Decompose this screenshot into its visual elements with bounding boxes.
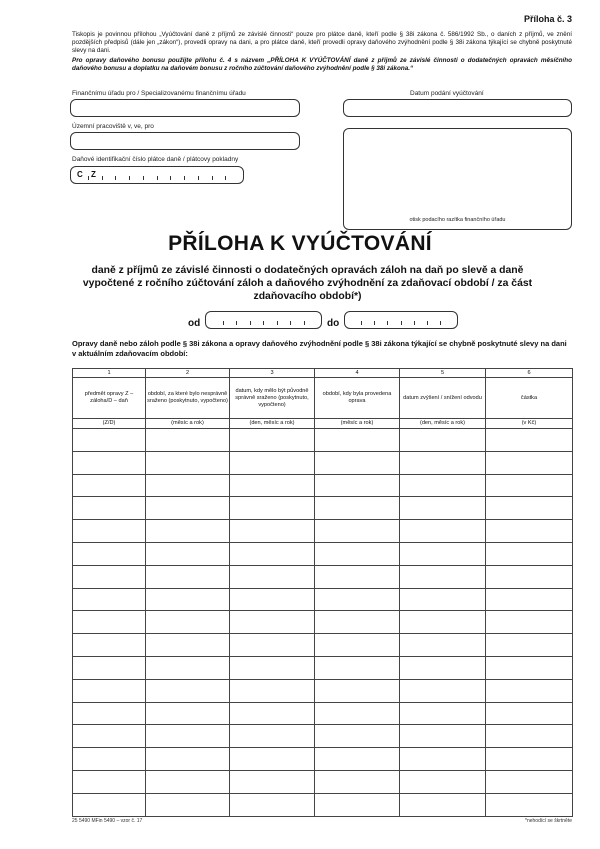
table-cell[interactable] [146,770,230,793]
table-cell[interactable] [73,748,146,771]
table-cell[interactable] [486,793,573,816]
table-row [73,748,573,771]
table-cell[interactable] [315,725,400,748]
table-cell[interactable] [315,474,400,497]
table-cell[interactable] [73,588,146,611]
table-cell[interactable] [73,793,146,816]
table-cell[interactable] [400,702,486,725]
table-row [73,793,573,816]
table-cell[interactable] [400,656,486,679]
table-cell[interactable] [400,588,486,611]
office-input[interactable] [70,99,300,117]
column-unit: (den, měsíc a rok) [400,419,486,429]
table-cell[interactable] [400,679,486,702]
table-row [73,634,573,657]
table-cell[interactable] [146,656,230,679]
table-cell[interactable] [315,702,400,725]
table-cell[interactable] [315,497,400,520]
section-heading: Opravy daně nebo záloh podle § 38i zákona a opravy daňového zvýhodnění podle § 38i zákona týkající se chybně poskytnuté slevy na dani v aktuálním zdaňovacím období: [72,339,567,358]
table-row [73,497,573,520]
form-code: 25 5490 MFin 5490 – vzor č. 17 [72,818,143,824]
table-cell[interactable] [315,542,400,565]
table-cell[interactable] [315,770,400,793]
table-cell[interactable] [230,656,315,679]
table-cell[interactable] [230,725,315,748]
table-cell[interactable] [400,520,486,543]
table-row [73,656,573,679]
table-cell[interactable] [315,748,400,771]
table-cell[interactable] [486,770,573,793]
submission-date-label: Datum podání vyúčtování [410,90,484,97]
table-cell[interactable] [146,748,230,771]
table-cell[interactable] [73,611,146,634]
table-cell[interactable] [486,429,573,452]
table-cell[interactable] [486,725,573,748]
table-cell[interactable] [146,429,230,452]
table-cell[interactable] [146,474,230,497]
table-cell[interactable] [146,611,230,634]
column-number: 5 [400,369,486,378]
bonus-note: Pro opravy daňového bonusu použijte přílohu č. 4 s názvem „PŘÍLOHA K VYÚČTOVÁNÍ daně z příjmů ze závislé činnosti o dodatečných opravách měsíčního daňového bonusu a doplatku na daňovém bonusu z ročního zúčtování daňového zvýhodnění podle § 38i zákona.“ [72,57,572,72]
table-cell[interactable] [230,588,315,611]
table-cell[interactable] [73,565,146,588]
table-cell[interactable] [73,474,146,497]
table-cell[interactable] [73,520,146,543]
table-cell[interactable] [400,611,486,634]
table-row [73,725,573,748]
table-row [73,702,573,725]
table-cell[interactable] [73,451,146,474]
table-cell[interactable] [146,679,230,702]
table-cell[interactable] [230,702,315,725]
table-cell[interactable] [73,634,146,657]
table-cell[interactable] [146,542,230,565]
stamp-caption: otisk podacího razítka finančního úřadu [409,217,506,223]
table-cell[interactable] [315,634,400,657]
table-cell[interactable] [73,429,146,452]
attachment-number: Příloha č. 3 [523,14,572,24]
table-cell[interactable] [73,497,146,520]
table-cell[interactable] [400,565,486,588]
column-unit: (den, měsíc a rok) [230,419,315,429]
table-cell[interactable] [486,656,573,679]
table-cell[interactable] [230,679,315,702]
table-cell[interactable] [146,725,230,748]
period-from-input[interactable] [205,311,322,329]
table-cell[interactable] [486,520,573,543]
table-cell[interactable] [400,429,486,452]
submission-date-input[interactable] [343,99,572,117]
table-cell[interactable] [230,497,315,520]
table-cell[interactable] [400,451,486,474]
intro-text: Tiskopis je povinnou přílohou „Vyúčtování daně z příjmů ze závislé činnosti“ pouze pro plátce daně, kteří podle § 38i zákona č. 586/1992 Sb., o daních z příjmů, ve znění pozdějších předpisů (dále jen „zákon“), provedli opravy na dani, a pro plátce daně, kteří provedli opravy daňového zvýhodnění podle § 38i zákona týkající se chybně poskytnuté slevy na dani. [72,31,572,54]
workplace-input[interactable] [70,132,300,150]
table-cell[interactable] [315,451,400,474]
table-cell[interactable] [486,702,573,725]
table-cell[interactable] [73,679,146,702]
table-cell[interactable] [400,770,486,793]
table-cell[interactable] [146,634,230,657]
dic-label: Daňové identifikační číslo plátce daně / plátcovy pokladny [72,156,239,163]
table-cell[interactable] [230,770,315,793]
column-number: 1 [73,369,146,378]
table-row [73,611,573,634]
table-cell[interactable] [400,542,486,565]
column-numbers-row [73,369,573,378]
table-cell[interactable] [486,474,573,497]
table-cell[interactable] [146,497,230,520]
table-cell[interactable] [146,565,230,588]
table-row [73,542,573,565]
table-cell[interactable] [486,565,573,588]
column-units-row [73,419,573,429]
table-cell[interactable] [315,429,400,452]
column-header: datum zvýšení / snížení odvodu [400,378,486,419]
dic-input[interactable] [70,166,244,184]
table-cell[interactable] [315,793,400,816]
table-cell[interactable] [230,748,315,771]
column-unit: (měsíc a rok) [315,419,400,429]
table-cell[interactable] [315,679,400,702]
table-cell[interactable] [486,451,573,474]
table-row [73,565,573,588]
table-cell[interactable] [230,451,315,474]
stamp-area [343,128,572,230]
table-cell[interactable] [73,702,146,725]
column-number: 4 [315,369,400,378]
column-header: období, za které bylo nesprávně sraženo (poskytnuto, vypočteno) [146,378,230,419]
table-cell[interactable] [486,611,573,634]
dic-prefix-c: C [77,170,83,179]
column-unit: (Z/D) [73,419,146,429]
table-row [73,588,573,611]
table-cell[interactable] [73,542,146,565]
table-cell[interactable] [73,725,146,748]
table-cell[interactable] [486,748,573,771]
table-row [73,429,573,452]
column-unit: (v Kč) [486,419,573,429]
table-cell[interactable] [315,565,400,588]
office-label: Finančnímu úřadu pro / Specializovanému finančnímu úřadu [72,90,246,97]
table-cell[interactable] [315,588,400,611]
table-cell[interactable] [230,793,315,816]
table-cell[interactable] [400,634,486,657]
main-title: PŘÍLOHA K VYÚČTOVÁNÍ [168,232,432,255]
table-cell[interactable] [400,793,486,816]
table-row [73,679,573,702]
table-cell[interactable] [230,634,315,657]
table-cell[interactable] [146,451,230,474]
table-cell[interactable] [230,565,315,588]
table-row [73,474,573,497]
table-cell[interactable] [315,656,400,679]
table-cell[interactable] [73,770,146,793]
period-to-input[interactable] [344,311,458,329]
period-from-label: od [188,318,201,329]
table-cell[interactable] [400,748,486,771]
column-headers-row [73,378,573,419]
table-cell[interactable] [486,588,573,611]
subtitle: daně z příjmů ze závislé činnosti o dodatečných opravách záloh na daň po slevě a daně vypočtené z ročního zúčtování záloh a daňového zvýhodnění za zdaňovací období / za část zdaňovacího období*) [82,265,533,302]
table-cell[interactable] [315,611,400,634]
table-cell[interactable] [486,542,573,565]
table-cell[interactable] [73,656,146,679]
table-cell[interactable] [400,725,486,748]
table-cell[interactable] [146,588,230,611]
column-unit: (měsíc a rok) [146,419,230,429]
table-cell[interactable] [146,793,230,816]
table-row [73,520,573,543]
column-number: 3 [230,369,315,378]
column-number: 6 [486,369,573,378]
table-cell[interactable] [315,520,400,543]
table-cell[interactable] [230,429,315,452]
table-row [73,770,573,793]
table-row [73,451,573,474]
table-cell[interactable] [230,520,315,543]
table-cell[interactable] [230,542,315,565]
column-number: 2 [146,369,230,378]
dic-digit-ticks [71,167,243,183]
workplace-label: Územní pracoviště v, ve, pro [72,123,154,130]
table-cell[interactable] [146,520,230,543]
table-cell[interactable] [400,474,486,497]
table-cell[interactable] [230,611,315,634]
column-header: období, kdy byla provedena oprava [315,378,400,419]
table-cell[interactable] [486,679,573,702]
dic-prefix-z: Z [91,170,96,179]
table-cell[interactable] [486,634,573,657]
period-to-label: do [327,318,340,329]
column-header: předmět opravy Z – záloha/D – daň [73,378,146,419]
footnote: *nehodící se škrtněte [525,818,572,824]
column-header: částka [486,378,573,419]
table-cell[interactable] [400,497,486,520]
corrections-table [72,368,573,817]
table-cell[interactable] [146,702,230,725]
table-cell[interactable] [230,474,315,497]
table-cell[interactable] [486,497,573,520]
column-header: datum, kdy mělo být původně správně sraženo (poskytnuto, vypočteno) [230,378,315,419]
